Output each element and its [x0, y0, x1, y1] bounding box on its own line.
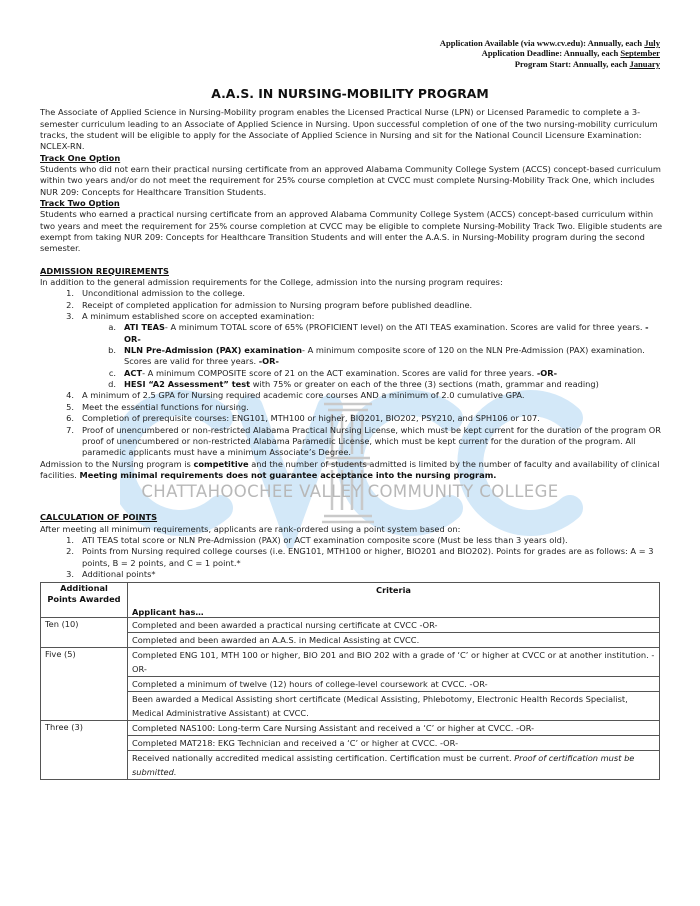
- closing-text: Admission to the Nursing program is: [40, 458, 194, 469]
- table-row: [41, 692, 660, 721]
- program-start-label: Program Start: Annually, each: [514, 58, 630, 69]
- admission-item-text: Proof of unencumbered or non-restricted Alabama Practical Nursing License, which must be kept current for the duration of the program OR proof of unencumbered or non-restricted Alabama Paramedic License, which must be kept current for the duration of the program. All paramedic applicants must have a minimum Associate’s Degree.: [82, 424, 661, 458]
- admission-item-text: Completion of prerequisite courses: ENG101, MTH100 or higher, BIO201, BIO202, PSY210, and SPH106 or 107.: [82, 413, 540, 424]
- page-title: A.A.S. IN NURSING-MOBILITY PROGRAM: [211, 86, 489, 102]
- or-label: -OR-: [124, 322, 649, 344]
- exam-text: - A minimum composite score of 120 on the NLN Pre-Admission (PAX) examination. Scores are valid for three years.: [124, 345, 645, 367]
- table-row: [41, 648, 660, 677]
- criteria-cell: Been awarded a Medical Assisting short certificate (Medical Assisting, Phlebotomy, Electronic Health Records Specialist, Medical Administrative Assistant) at CVCC.: [128, 692, 660, 721]
- additional-points-table: [40, 582, 660, 780]
- table-row: [41, 751, 660, 780]
- points-list: [40, 535, 665, 580]
- application-deadline-label: Application Deadline: Annually, each: [481, 48, 621, 59]
- list-letter: b.: [108, 345, 116, 356]
- program-start-line: [0, 59, 660, 69]
- criteria-subtitle: Applicant has…: [132, 607, 204, 618]
- table-row: [41, 633, 660, 648]
- list-number: 3.: [66, 568, 74, 579]
- points-intro: After meeting all minimum requirements, applicants are rank-ordered using a point system based on:: [40, 523, 461, 534]
- points-item-text: Points from Nursing required college courses (i.e. ENG101, MTH100 or higher, BIO201 and BIO202). Points for grades are as follows: A = 3 points, B = 2 points, and C = 1 point.*: [82, 546, 654, 568]
- track-one-heading: Track One Option: [40, 152, 121, 163]
- admission-intro: In addition to the general admission requirements for the College, admission into the nursing program requires:: [40, 277, 503, 288]
- exam-item: [82, 322, 665, 345]
- criteria-title: Criteria: [376, 585, 411, 596]
- points-value: Ten (10): [41, 618, 128, 648]
- exam-name: NLN Pre-Admission (PAX) examination: [124, 345, 302, 356]
- admission-item: [40, 300, 665, 311]
- admission-item-text: A minimum of 2.5 GPA for Nursing required academic core courses AND a minimum of 2.0 cumulative GPA.: [82, 390, 525, 401]
- admission-item: [40, 288, 665, 299]
- exam-text: with 75% or greater on each of the three (3) sections (math, grammar and reading): [250, 379, 599, 390]
- application-deadline-month: September: [620, 48, 660, 59]
- intro-paragraph: The Associate of Applied Science in Nursing-Mobility program enables the Licensed Practical Nurse (LPN) or Licensed Paramedic to complete a 3-semester curriculum leading to an Associate of Applied Science in Nursing. Upon successful completion of one of the two nursing-mobility curriculum tracks, the student will be eligible to apply for the Associate of Applied Science in Nursing and sit for the National Council Licensure Examination: NCLEX-RN.: [40, 107, 658, 152]
- criteria-cell: Completed NAS100: Long-term Care Nursing Assistant and received a ‘C’ or higher at CVCC. -OR-: [128, 721, 660, 736]
- points-item: [40, 569, 665, 580]
- application-available-line: [0, 38, 660, 48]
- table-row: [41, 618, 660, 633]
- list-letter: d.: [108, 379, 116, 390]
- program-start-month: January: [629, 58, 660, 69]
- points-item-text: ATI TEAS total score or NLN Pre-Admission (PAX) or ACT examination composite score (Must be less than 3 years old).: [82, 534, 568, 545]
- admission-heading: ADMISSION REQUIREMENTS: [40, 265, 169, 276]
- table-row: [41, 736, 660, 751]
- exam-name: ACT: [124, 367, 143, 378]
- admission-item-text: Unconditional admission to the college.: [82, 288, 246, 299]
- admission-item-text: Meet the essential functions for nursing.: [82, 401, 249, 412]
- admission-closing: [40, 459, 665, 482]
- competitive-label: competitive: [193, 458, 249, 469]
- criteria-cell: Completed and been awarded an A.A.S. in Medical Assisting at CVCC.: [128, 633, 660, 648]
- header-points-awarded: Additional Points Awarded: [41, 583, 128, 618]
- exam-text: - A minimum COMPOSITE score of 21 on the ACT examination. Scores are valid for three years.: [142, 367, 537, 378]
- no-guarantee-notice: Meeting minimal requirements does not guarantee acceptance into the nursing program.: [79, 469, 497, 480]
- points-value: Three (3): [41, 721, 128, 780]
- criteria-text: Received nationally accredited medical assisting certification. Certification must be current.: [132, 753, 515, 764]
- or-label: -OR-: [536, 367, 558, 378]
- criteria-cell: Completed a minimum of twelve (12) hours of college-level coursework at CVCC. -OR-: [128, 677, 660, 692]
- exam-list: [82, 322, 665, 390]
- points-item: [40, 546, 665, 569]
- exam-name: ATI TEAS: [124, 322, 165, 333]
- admission-item-text: Receipt of completed application for admission to Nursing program before published deadline.: [82, 299, 473, 310]
- exam-name: HESI “A2 Assessment” test: [124, 379, 251, 390]
- points-value: Five (5): [41, 648, 128, 721]
- admission-item: [40, 311, 665, 390]
- track-one-text: Students who did not earn their practical nursing certificate from an approved Alabama Community College System (ACCS) concept-based curriculum within two years and/or do not meet the requirement for 25% course completion at CVCC must complete Nursing-Mobility Track One, which includes NUR 209: Concepts for Healthcare Transition Students.: [40, 163, 661, 197]
- track-two-text: Students who earned a practical nursing certificate from an approved Alabama Community College System (ACCS) concept-based curriculum within two years and meet the requirement for 25% course completion at CVCC may be eligible to complete Nursing-Mobility Track Two. Eligible students are exempt from taking NUR 209: Concepts for Healthcare Transition Students and will enter the A.A.S. in Nursing-Mobility program during the second semester.: [40, 209, 663, 254]
- points-item: [40, 535, 665, 546]
- list-number: 6.: [66, 413, 74, 424]
- track-two-heading: Track Two Option: [40, 197, 120, 208]
- intro-section: [40, 107, 665, 254]
- list-number: 2.: [66, 299, 74, 310]
- exam-item: [82, 345, 665, 368]
- admission-section: [40, 266, 665, 482]
- header-criteria: [128, 583, 660, 618]
- points-section: [40, 512, 665, 580]
- list-letter: c.: [108, 367, 116, 378]
- table-header-row: [41, 583, 660, 618]
- criteria-cell: Completed ENG 101, MTH 100 or higher, BIO 201 and BIO 202 with a grade of ‘C’ or higher at CVCC or at another institution. -OR-: [128, 648, 660, 677]
- application-available-label: Application Available (via www.cv.edu): Annually, each: [439, 38, 645, 48]
- points-heading: CALCULATION OF POINTS: [40, 512, 158, 523]
- list-number: 5.: [66, 401, 74, 412]
- admission-item-text: A minimum established score on accepted examination:: [82, 311, 315, 322]
- watermark-college-name: CHATTAHOOCHEE VALLEY COMMUNITY COLLEGE: [141, 482, 559, 502]
- admission-list: [40, 288, 665, 458]
- points-item-text: Additional points*: [82, 568, 156, 579]
- or-label: -OR-: [258, 356, 279, 367]
- exam-text: - A minimum TOTAL score of 65% (PROFICIENT level) on the ATI TEAS examination. Scores are valid for three years.: [164, 322, 646, 333]
- list-number: 1.: [66, 288, 74, 299]
- admission-item: [40, 402, 665, 413]
- exam-item: [82, 368, 665, 379]
- list-number: 1.: [66, 534, 74, 545]
- admission-item: [40, 390, 665, 401]
- list-number: 7.: [66, 424, 74, 435]
- list-number: 4.: [66, 390, 74, 401]
- list-number: 3.: [66, 311, 74, 322]
- list-number: 2.: [66, 546, 74, 557]
- criteria-cell: Completed MAT218: EKG Technician and received a ‘C’ or higher at CVCC. -OR-: [128, 736, 660, 751]
- list-letter: a.: [108, 322, 116, 333]
- application-available-month: July: [644, 38, 660, 48]
- table-row: [41, 721, 660, 736]
- table-row: [41, 677, 660, 692]
- admission-item: [40, 425, 665, 459]
- criteria-italic-note: Proof of certification must be submitted.: [132, 753, 635, 778]
- application-deadline-line: [0, 48, 660, 58]
- admission-item: [40, 413, 665, 424]
- application-info: [0, 38, 660, 69]
- exam-item: [82, 379, 665, 390]
- closing-text: and the number of students admitted is limited by the number of faculty and availability of clinical facilities.: [40, 458, 660, 480]
- criteria-cell: [128, 751, 660, 780]
- criteria-cell: Completed and been awarded a practical nursing certificate at CVCC -OR-: [128, 618, 660, 633]
